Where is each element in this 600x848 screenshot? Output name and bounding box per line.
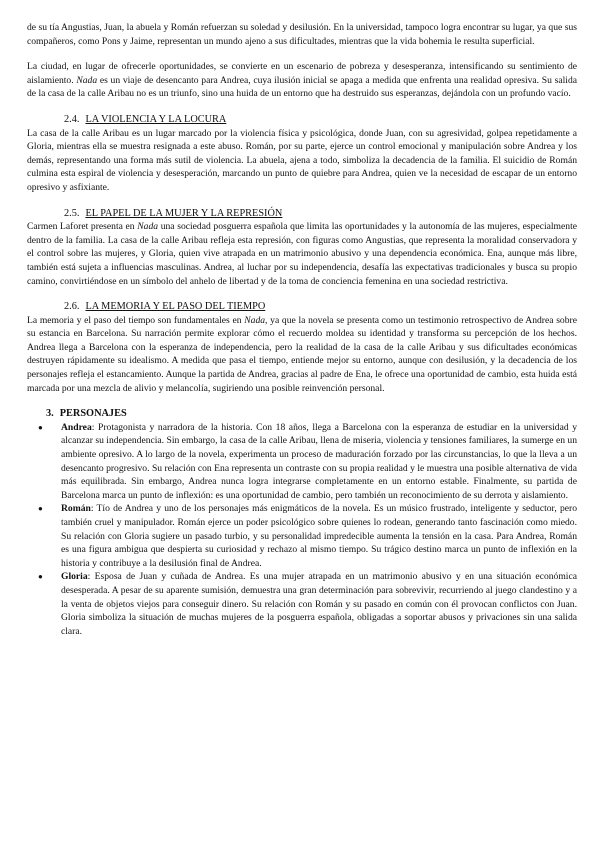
paragraph-city-text-1: La ciudad, en lugar de ofrecerle oportunidades, se convierte en un escenario de pobreza y desesperanza, intensificando su sentimiento de aislamiento. — [27, 61, 577, 86]
character-name: Román — [61, 503, 91, 515]
heading-number: 2.5. — [64, 207, 80, 219]
character-description: : Protagonista y narradora de la historia. Con 18 años, llega a Barcelona con la esperanza de estudiar en la universidad y alcanzar su independencia. Sin embargo, la casa de la calle Aribau, llena de miseria, violencia y tensiones familiares, la sumerge en un ambiente opresivo. A lo largo de la novela, experimenta un proceso de maduración forzado por las circunstancias, lo que la lleva a un desencanto progresivo. Su relación con Ena representa un contraste con su propia realidad y le muestra una posible alternativa de vida más equilibrada. Sin embargo, Andrea nunca logra integrarse completamente en un entorno estable. Finalmente, su partida de Barcelona marca un punto de inflexión: es una oportunidad de cambio, pero también un reconocimiento de su derrota y aislamiento. — [61, 421, 577, 501]
character-description: : Tío de Andrea y uno de los personajes más enigmáticos de la novela. Es un músico frustrado, inteligente y seductor, pero también cruel y manipulador. Román ejerce un poder psicológico sobre quienes lo rodean, generando tanto fascinación como miedo. Su relación con Gloria sugiere un pasado turbio, y su personalidad impredecible aumenta la tensión en la casa. Para Andrea, Román es una figura ambigua que despierta su curiosidad y rechazo al mismo tiempo. Su trágico destino marca un punto de inflexión en la historia y contribuye a la desilusión final de Andrea. — [61, 503, 577, 569]
book-title-nada: Nada — [76, 74, 98, 86]
book-title-nada: Nada — [244, 314, 266, 326]
paragraph-intro: de su tía Angustias, Juan, la abuela y Román refuerzan su soledad y desilusión. En la universidad, tampoco logra encontrar su lugar, ya que sus compañeros, como Pons y Jaime, representan un mundo ajeno a sus dificultades, mientras que la vida bohemia le resulta superficial. — [27, 22, 577, 47]
character-item-gloria — [27, 570, 577, 638]
heading-women — [27, 207, 577, 221]
character-item-andrea — [27, 421, 577, 503]
character-list — [27, 421, 577, 639]
paragraph-women-text-1: Carmen Laforet presenta en — [27, 221, 138, 233]
paragraph-memory-text-2: , ya que la novela se presenta como un testimonio retrospectivo de Andrea sobre su estancia en Barcelona. Su narración permite explorar cómo el recuerdo moldea su identidad y transforma su percepción de los hechos. Andrea llega a Barcelona con la esperanza de independencia, pero la realidad de la casa de la calle Aribau y sus dificultades económicas destruyen rápidamente su idealismo. A medida que pasa el tiempo, entiende mejor su entorno, aunque con desilusión, y la decadencia de los personajes refleja el estancamiento. Aunque la partida de Andrea, gracias al padre de Ena, le ofrece una oportunidad de cambio, esta huida está marcada por una mezcla de alivio y melancolía, sugiriendo una posible reinvención personal. — [27, 314, 577, 394]
heading-title: LA MEMORIA Y EL PASO DEL TIEMPO — [85, 301, 266, 313]
character-description: : Esposa de Juan y cuñada de Andrea. Es una mujer atrapada en un matrimonio abusivo y en una situación económica desesperada. A pesar de su aparente sumisión, demuestra una gran determinación para sobrevivir, recurriendo al juego clandestino y a la venta de objetos viejos para conseguir dinero. Su relación con Román y su pasado en común con él provocan conflictos con Juan. Gloria simboliza la situación de muchas mujeres de la posguerra española, obligadas a soportar abusos y privaciones sin una salida clara. — [61, 571, 577, 637]
heading-memory — [27, 300, 577, 314]
paragraph-women-text-2: una sociedad posguerra española que limita las oportunidades y la autonomía de las mujeres, especialmente dentro de la familia. La casa de la calle Aribau refleja esta represión, con figuras como Angustias, que representa la moralidad conservadora y el control sobre las mujeres, y Gloria, quien vive atrapada en un matrimonio abusivo y una dependencia económica. Ena, aunque más libre, también está sujeta a influencias masculinas. Andrea, al luchar por su independencia, desafía las expectativas tradicionales y busca su propio camino, convirtiéndose en un símbolo del anhelo de libertad y de la toma de conciencia femenina en una sociedad restrictiva. — [27, 221, 577, 287]
heading-characters — [27, 407, 577, 421]
book-title-nada: Nada — [137, 221, 159, 233]
document-content — [27, 21, 577, 638]
bullet-icon: ● — [38, 572, 43, 582]
heading-violence — [27, 113, 577, 127]
heading-number: 2.4. — [64, 113, 80, 125]
heading-title: PERSONAJES — [59, 408, 127, 420]
paragraph-memory-text-1: La memoria y el paso del tiempo son fundamentales en — [27, 314, 245, 326]
character-name: Andrea — [61, 421, 92, 433]
heading-number: 3. — [46, 408, 54, 420]
heading-title: EL PAPEL DE LA MUJER Y LA REPRESIÓN — [85, 207, 283, 219]
character-item-roman — [27, 502, 577, 570]
bullet-icon: ● — [38, 422, 43, 432]
heading-number: 2.6. — [64, 301, 80, 313]
paragraph-city-text-2: es un viaje de desencanto para Andrea, cuya ilusión inicial se apaga a medida que enfrenta una realidad opresiva. Su salida de la casa de la calle Aribau no es un triunfo, sino una huida de un entorno que ha destruido sus esperanzas, dejándola con un profundo vacío. — [27, 74, 578, 100]
heading-title: LA VIOLENCIA Y LA LOCURA — [85, 113, 227, 125]
paragraph-women — [27, 220, 577, 288]
paragraph-memory — [27, 314, 577, 396]
paragraph-city — [27, 60, 577, 101]
character-name: Gloria — [61, 571, 88, 583]
bullet-icon: ● — [38, 504, 43, 514]
paragraph-violence: La casa de la calle Aribau es un lugar marcado por la violencia física y psicológica, donde Juan, con su agresividad, golpea repetidamente a Gloria, mientras ella se muestra resignada a este abuso. Román, por su parte, ejerce un control emocional y manipulación sobre Andrea y los demás, representando una forma más sutil de violencia. La abuela, ajena a todo, simboliza la decadencia de la familia. El suicidio de Román culmina esta espiral de violencia y desesperación, marcando un punto de quiebre para Andrea, quien ve la necesidad de escapar de un entorno opresivo y asfixiante. — [27, 127, 577, 193]
